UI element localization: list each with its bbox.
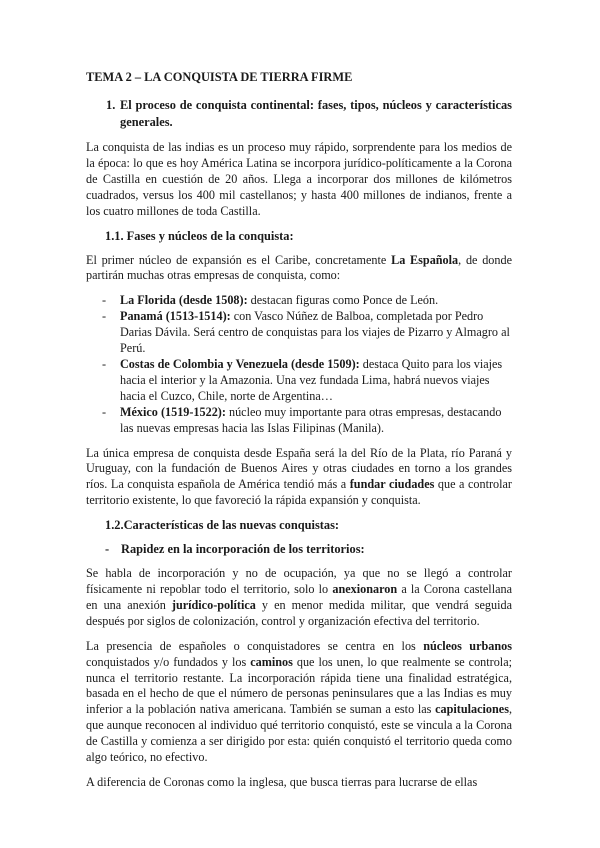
list-item-text [120,309,512,357]
text-run: Se habla de incorporación y no de ocupación, ya que no se llegó a controlar físicamente ni repoblar todo el territorio, solo lo [86,566,512,597]
bold-run: fundar ciudades [349,477,435,492]
bold-run: anexionaron [332,582,398,597]
list-item-text [120,357,512,405]
section-number: 1. [106,98,116,112]
text-run: a la Corona castellana en una anexión [86,582,512,612]
text-run: El primer núcleo de expansión es el Caribe, concretamente [86,252,392,267]
list-dash: - [102,309,107,324]
presencia-paragraph [86,639,512,766]
list-item [102,357,512,405]
text-run: con Vasco Núñez de Balboa, completada por Pedro Darias Dávila. Será centro de conquistas para los viajes de Pizarro y Almagro al Perú. [120,309,510,356]
bold-run: Panamá (1513-1514): [120,309,231,324]
bold-run: México (1519-1522): [120,404,226,419]
bold-run: caminos [250,654,293,669]
bullet-heading [105,542,512,557]
bold-run: Costas de Colombia y Venezuela (desde 1509): [120,356,360,371]
list-item [102,309,512,357]
bold-run: núcleos urbanos [423,638,512,653]
list-item-text [120,405,512,437]
subsection-heading-1-2: 1.2.Características de las nuevas conquistas: [105,518,340,533]
text-run: conquistados y/o fundados y los [86,654,251,669]
text-run: y en menor medida militar, que vendrá seguida después por siglos de colonización, control y organización efectiva del territorio. [86,597,513,628]
conquest-list [86,293,512,436]
caribe-paragraph [86,253,512,285]
last-paragraph: A diferencia de Coronas como la inglesa, que busca tierras para lucrarse de ellas [86,775,478,789]
bold-run: capitulaciones [435,702,509,717]
list-item [102,405,512,437]
bold-run: La Florida (desde 1508): [120,293,248,308]
bold-run: La Española [391,252,459,267]
text-run: destacan figuras como Ponce de León. [247,293,439,308]
bold-run: jurídico-política [171,597,256,612]
list-item [102,293,512,309]
list-dash: - [105,542,110,557]
text-run: , de donde partirán muchas otras empresas de conquista, como: [86,252,512,283]
text-run: que los unen, lo que realmente se controla; nunca el territorio restante. La incorporación rápida tiene una finalidad estratégica, basada en el hecho de que el número de personas peninsulares que a las Indias es muy inferior a la población nativa americana. También se suman a esto las [86,654,512,717]
list-dash: - [102,293,107,308]
text-run: que a controlar territorio existente, lo que favoreció la rápida expansión y conquista. [86,477,512,508]
intro-paragraph: La conquista de las indias es un proceso muy rápido, sorprendente para los medios de la época: lo que es hoy América Latina se incorpora jurídico-políticamente a la Corona de Castilla en cuestión de 20 años. Llega a incorporar dos millones de kilómetros cuadrados, versus los 400 mil castellanos; y hasta 400 millones de indianos, frente a los cuatro millones de toda Castilla. [86,140,512,218]
section-heading-text: El proceso de conquista continental: fases, tipos, núcleos y características generales. [120,98,512,129]
text-run: La presencia de españoles o conquistadores se centra en los [86,638,424,653]
incorporacion-paragraph [86,566,512,630]
text-run: La única empresa de conquista desde España será la del Río de la Plata, río Paraná y Uruguay, con la fundación de Buenos Aires y otras ciudades en torno a los grandes ríos. La conquista española de América tendió más a [86,445,512,492]
text-run: , que aunque reconocen al individuo qué territorio conquistó, este se vincula a la Corona de Castilla y comienza a ser dirigido por esta: quién conquistó el territorio queda como algo teórico, no efectivo. [86,702,512,765]
rio-plata-paragraph [86,446,512,510]
subsection-heading-1-1: 1.1. Fases y núcleos de la conquista: [105,228,294,243]
list-item-text [120,293,512,309]
list-dash: - [102,356,107,371]
section-heading-1 [106,97,512,131]
document-title: TEMA 2 – LA CONQUISTA DE TIERRA FIRME [86,70,353,84]
text-run: destaca Quito para los viajes hacia el interior y la Amazonia. Una vez fundada Lima, habrá nuevos viajes hacia el Cuzco, Chile, norte de Argentina… [120,356,503,403]
text-run: núcleo muy importante para otras empresas, destacando las nuevas empresas hacia las Islas Filipinas (Manila). [120,404,502,435]
bullet-heading-text: Rapidez en la incorporación de los territorios: [121,542,365,557]
list-dash: - [102,404,107,419]
